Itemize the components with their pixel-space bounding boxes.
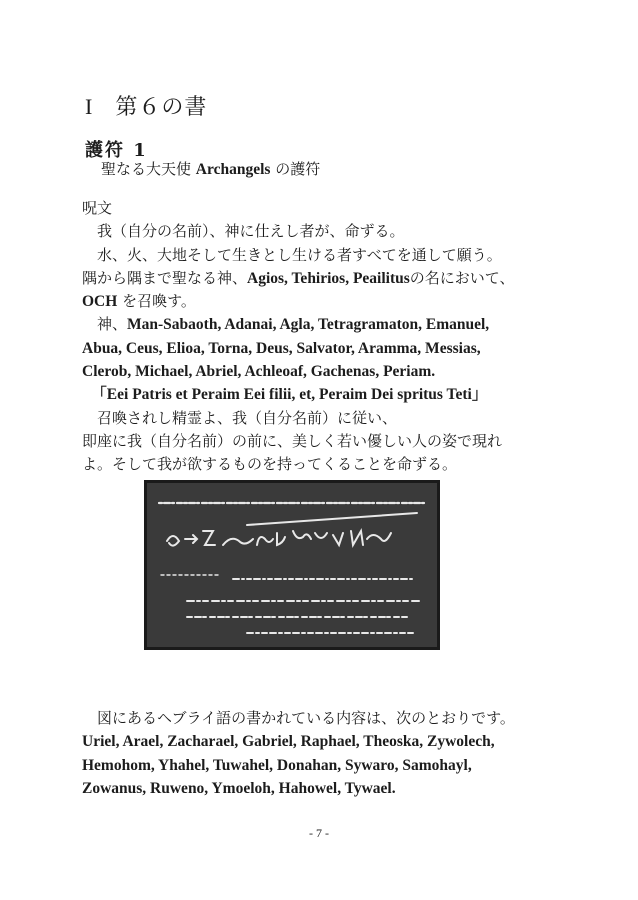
page-number: - 7 - bbox=[309, 826, 329, 840]
divine-names-line: Abua, Ceus, Elioa, Torna, Deus, Salvator, Aramma, Messias, bbox=[82, 339, 481, 357]
explanation-intro: 図にあるヘブライ語の書かれている内容は、次のとおりです。 bbox=[97, 709, 515, 727]
chapter-number: I bbox=[85, 94, 94, 119]
chapter-title: 第６の書 bbox=[115, 95, 208, 120]
explanation-text bbox=[82, 707, 552, 800]
charm-title: 護符 1 bbox=[85, 140, 148, 161]
angel-names-line: Zowanus, Ruweno, Ymoeloh, Hahowel, Tywael. bbox=[82, 779, 396, 797]
latin-quote: 「Eei Patris et Peraim Eei filii, et, Peraim Dei spritus Teti」 bbox=[91, 386, 488, 404]
charm-subtitle-pre: 聖なる大天使 bbox=[101, 160, 192, 178]
chapter-heading bbox=[85, 90, 207, 121]
incantation-line: 召喚されし精霊よ、我（自分名前）に従い、 bbox=[97, 408, 398, 427]
angel-names-line: Hemohom, Yhahel, Tuwahel, Donahan, Sywaro, Samohayl, bbox=[82, 756, 472, 774]
incantation-line: 我（自分の名前）、神に仕えし者が、命ずる。 bbox=[97, 222, 405, 241]
charm-subtitle bbox=[101, 158, 320, 179]
divine-names-line: 神、Man-Sabaoth, Adanai, Agla, Tetragramaton, Emanuel, bbox=[97, 315, 490, 334]
incantation-text bbox=[82, 197, 552, 477]
incantation-line: 水、火、大地そして生きとし生ける者すべてを通して願う。 bbox=[97, 245, 502, 264]
incantation-line: OCH を召喚す。 bbox=[82, 292, 196, 311]
charm-subtitle-post: の護符 bbox=[275, 160, 321, 178]
angel-names-line: Uriel, Arael, Zacharael, Gabriel, Raphael, Theoska, Zywolech, bbox=[82, 733, 495, 751]
charm-subtitle-latin: Archangels bbox=[195, 161, 271, 178]
incantation-line: 隅から隅まで聖なる神、Agios, Tehirios, Peailitusの名において、 bbox=[82, 268, 515, 287]
divine-names-line: Clerob, Michael, Abriel, Achleoaf, Gachenas, Periam. bbox=[82, 363, 436, 381]
incantation-line: 即座に我（自分名前）の前に、美しく若い優しい人の姿で現れ bbox=[82, 431, 503, 450]
incantation-heading: 呪文 bbox=[82, 199, 113, 217]
hebrew-talisman-image bbox=[144, 480, 440, 650]
hebrew-seal-plate-icon bbox=[147, 483, 437, 647]
incantation-line: よ。そして我が欲するものを持ってくることを命ずる。 bbox=[82, 455, 458, 474]
